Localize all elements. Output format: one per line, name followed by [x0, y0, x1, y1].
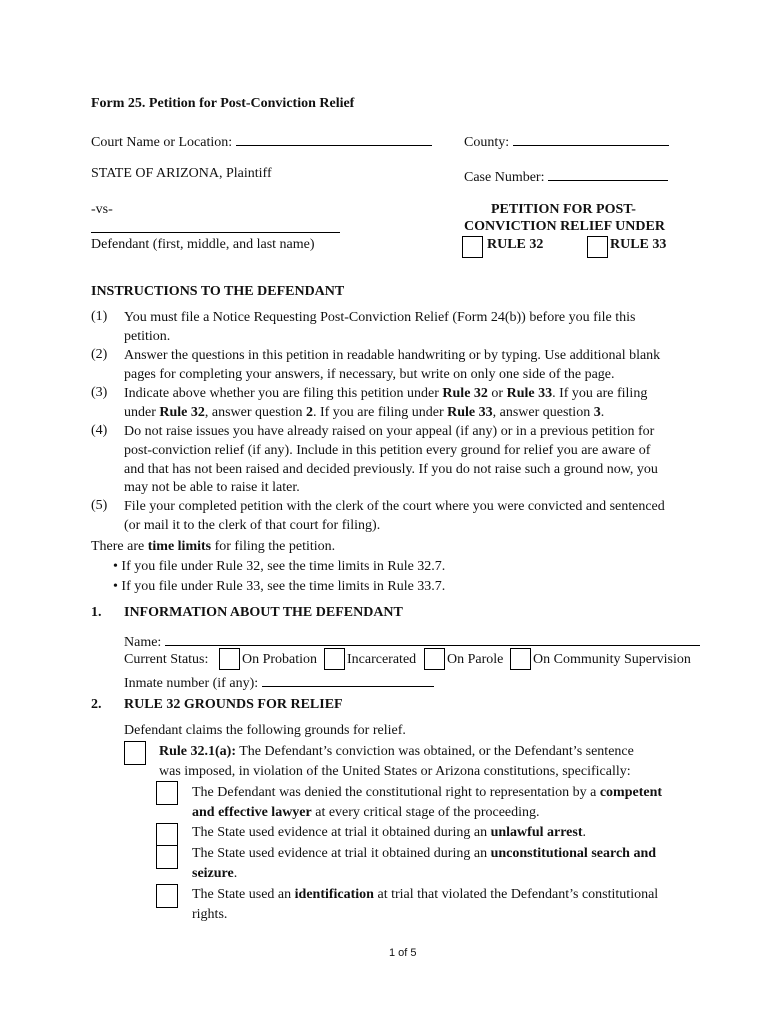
instruction-number: (2) [91, 347, 108, 362]
instructions-heading: INSTRUCTIONS TO THE DEFENDANT [91, 284, 345, 299]
competent-lawyer-checkbox[interactable] [156, 781, 178, 805]
petition-title-line2: CONVICTION RELIEF UNDER [464, 219, 665, 234]
instruction-line: You must file a Notice Requesting Post-Conviction Relief (Form 24(b)) before you file this [124, 310, 636, 325]
case-number-label: Case Number: [464, 170, 545, 185]
status-incarcerated-label: Incarcerated [347, 652, 417, 667]
rule33-checkbox[interactable] [587, 236, 608, 258]
instruction-line: may not be able to raise it later. [124, 480, 300, 496]
case-number-field[interactable] [464, 166, 668, 186]
court-name-line[interactable] [236, 131, 432, 146]
identification-line2: rights. [192, 907, 228, 922]
case-number-line[interactable] [548, 166, 668, 181]
instruction-line: pages for completing your answers, if necessary, but write on only one side of the page. [124, 366, 615, 382]
instruction-line: post-conviction relief (if any). Include in this petition every ground for relief you are aware of [124, 442, 651, 458]
instruction-number: (1) [91, 309, 108, 324]
form-title: Form 25. Petition for Post-Conviction Relief [91, 96, 355, 111]
county-label: County: [464, 135, 510, 150]
status-community-supervision-checkbox[interactable] [510, 648, 531, 670]
section2-heading: RULE 32 GROUNDS FOR RELIEF [124, 697, 343, 712]
status-community-supervision-label: On Community Supervision [533, 652, 691, 667]
unlawful-arrest-checkbox[interactable] [156, 823, 178, 847]
status-parole-label: On Parole [447, 652, 504, 667]
rule-32-1a-line1: Rule 32.1(a): The Defendant’s conviction was obtained, or the Defendant’s sentence [159, 744, 634, 759]
instruction-line: Answer the questions in this petition in readable handwriting or by typing. Use additional blank [124, 348, 661, 363]
status-probation-label: On Probation [242, 652, 318, 667]
rule-32-1a-line2: was imposed, in violation of the United States or Arizona constitutions, specifically: [159, 764, 631, 779]
section1-heading: INFORMATION ABOUT THE DEFENDANT [124, 605, 403, 620]
county-line[interactable] [513, 131, 669, 146]
time-limit-bullet-rule33: • If you file under Rule 33, see the time limits in Rule 33.7. [113, 579, 446, 594]
instruction-line: (or mail it to the clerk of that court for filing). [124, 517, 381, 533]
competent-lawyer-line2: and effective lawyer at every critical stage of the proceeding. [192, 805, 540, 820]
name-label: Name: [124, 635, 162, 650]
current-status-label: Current Status: [124, 652, 209, 667]
inmate-number-line[interactable] [262, 672, 434, 687]
status-incarcerated-checkbox[interactable] [324, 648, 345, 670]
search-seizure-line2: seizure. [192, 866, 238, 881]
rule32-label: RULE 32 [487, 237, 544, 252]
search-seizure-checkbox[interactable] [156, 845, 178, 869]
petition-title-line1: PETITION FOR POST- [491, 202, 636, 217]
county-field[interactable] [464, 131, 669, 151]
competent-lawyer-line1: The Defendant was denied the constitutional right to representation by a competent [192, 785, 663, 800]
identification-checkbox[interactable] [156, 884, 178, 908]
defendant-name-field[interactable] [124, 631, 700, 651]
section2-number: 2. [91, 697, 102, 712]
instruction-line: petition. [124, 328, 171, 344]
instruction-line: and that has not been raised and decided previously. If you do not raise such a ground now, you [124, 461, 658, 477]
unlawful-arrest-text: The State used evidence at trial it obtained during an unlawful arrest. [192, 825, 586, 840]
rule33-label: RULE 33 [610, 237, 667, 252]
instruction-number: (4) [91, 423, 108, 438]
identification-line1: The State used an identification at trial that violated the Defendant’s constitutional [192, 887, 659, 902]
inmate-number-label: Inmate number (if any): [124, 676, 259, 691]
instruction-number: (5) [91, 498, 108, 513]
grounds-intro: Defendant claims the following grounds for relief. [124, 723, 406, 738]
court-name-label: Court Name or Location: [91, 135, 233, 150]
instruction-line: under Rule 32, answer question 2. If you are filing under Rule 33, answer question 3. [124, 404, 605, 420]
rule32-checkbox[interactable] [462, 236, 483, 258]
search-seizure-line1: The State used evidence at trial it obtained during an unconstitutional search and [192, 846, 657, 861]
status-parole-checkbox[interactable] [424, 648, 445, 670]
defendant-label: Defendant (first, middle, and last name) [91, 237, 315, 252]
time-limits-text: There are time limits for filing the petition. [91, 539, 336, 554]
vs-label: -vs- [91, 202, 113, 217]
status-probation-checkbox[interactable] [219, 648, 240, 670]
instruction-line: Do not raise issues you have already raised on your appeal (if any) or in a previous petition for [124, 424, 655, 439]
instruction-number: (3) [91, 385, 108, 400]
court-name-field[interactable] [91, 131, 432, 151]
inmate-number-field[interactable] [124, 672, 434, 692]
rule-32-1a-checkbox[interactable] [124, 741, 146, 765]
time-limit-bullet-rule32: • If you file under Rule 32, see the time limits in Rule 32.7. [113, 559, 446, 574]
instruction-line: File your completed petition with the clerk of the court where you were convicted and sentenced [124, 499, 665, 514]
instruction-line: Indicate above whether you are filing this petition under Rule 32 or Rule 33. If you are filing [124, 386, 648, 401]
page-number: 1 of 5 [389, 947, 417, 959]
section1-number: 1. [91, 605, 102, 620]
defendant-name-line[interactable] [91, 218, 340, 233]
plaintiff-label: STATE OF ARIZONA, Plaintiff [91, 166, 272, 181]
name-line[interactable] [165, 631, 700, 646]
